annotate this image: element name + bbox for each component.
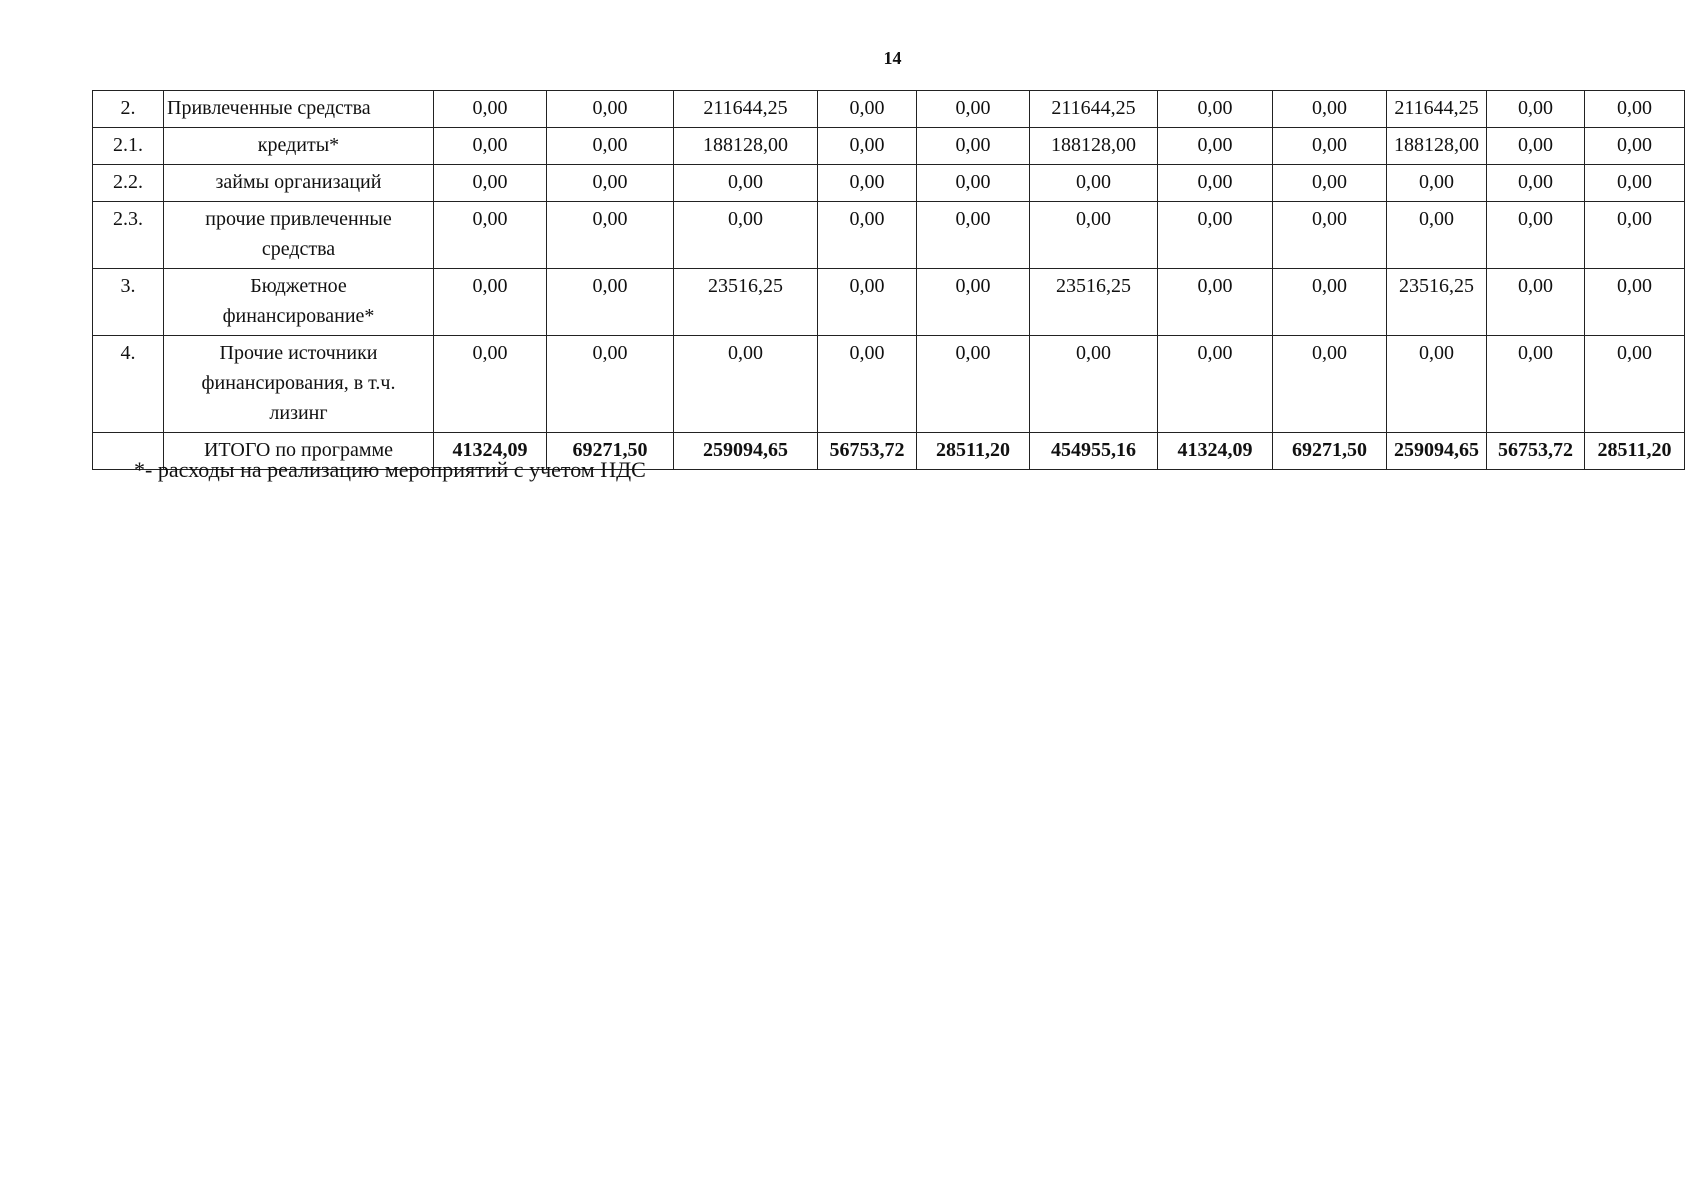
cell-value: 0,00 [1158,336,1273,433]
cell-value: 0,00 [434,269,547,336]
cell-value: 0,00 [547,269,674,336]
cell-value: 0,00 [1487,165,1585,202]
cell-value: 0,00 [818,202,917,269]
table-row [93,269,1685,336]
cell-value: 0,00 [1273,91,1387,128]
row-name-line: лизинг [269,402,328,424]
cell-value: 0,00 [1585,165,1685,202]
cell-value: 0,00 [818,269,917,336]
cell-value: 56753,72 [1487,433,1585,470]
cell-value: 0,00 [674,165,818,202]
cell-value: 0,00 [917,269,1030,336]
cell-value: 0,00 [434,336,547,433]
table-row [93,128,1685,165]
row-number: 4. [93,336,164,433]
cell-value: 0,00 [1585,336,1685,433]
cell-value: 0,00 [547,91,674,128]
row-number: 2.1. [93,128,164,165]
table-row [93,336,1685,433]
cell-value: 259094,65 [1387,433,1487,470]
cell-value: 0,00 [818,128,917,165]
cell-value: 0,00 [547,202,674,269]
cell-value: 0,00 [547,128,674,165]
cell-value: 0,00 [1273,269,1387,336]
row-name-line: Бюджетное [250,275,347,297]
cell-value: 0,00 [1585,202,1685,269]
cell-value: 0,00 [1487,269,1585,336]
cell-value: 0,00 [1387,165,1487,202]
cell-value: 0,00 [1487,336,1585,433]
cell-value: 0,00 [1030,165,1158,202]
cell-value: 23516,25 [1387,269,1487,336]
cell-value: 41324,09 [1158,433,1273,470]
page-number: 14 [883,48,902,68]
cell-value: 0,00 [818,91,917,128]
cell-value: 0,00 [434,202,547,269]
row-number: 2.3. [93,202,164,269]
cell-value: 0,00 [1387,336,1487,433]
cell-value: 0,00 [1273,202,1387,269]
row-name-line: прочие привлеченные [205,208,392,230]
cell-value: 56753,72 [818,433,917,470]
cell-value: 0,00 [917,91,1030,128]
row-name: займы организаций [164,165,434,202]
cell-value: 454955,16 [1030,433,1158,470]
cell-value: 0,00 [818,336,917,433]
row-name: кредиты* [164,128,434,165]
cell-value: 259094,65 [674,433,818,470]
cell-value: 0,00 [1158,269,1273,336]
row-name [164,269,434,336]
row-number: 2. [93,91,164,128]
cell-value: 69271,50 [547,433,674,470]
cell-value: 0,00 [434,91,547,128]
cell-value: 0,00 [1273,128,1387,165]
cell-value: 0,00 [674,202,818,269]
cell-value: 0,00 [1387,202,1487,269]
cell-value: 28511,20 [917,433,1030,470]
cell-value: 0,00 [917,202,1030,269]
cell-value: 211644,25 [1030,91,1158,128]
cell-value: 0,00 [674,336,818,433]
cell-value: 211644,25 [674,91,818,128]
cell-value: 0,00 [1585,91,1685,128]
cell-value: 188128,00 [1387,128,1487,165]
cell-value: 41324,09 [434,433,547,470]
cell-value: 28511,20 [1585,433,1685,470]
cell-value: 0,00 [1030,202,1158,269]
financing-table [92,90,1685,470]
cell-value: 188128,00 [674,128,818,165]
cell-value: 211644,25 [1387,91,1487,128]
row-name-line: средства [261,238,336,260]
row-name-line: Прочие источники [219,342,378,364]
row-name-line: финансирование* [222,305,375,327]
table-row [93,91,1685,128]
row-name [164,336,434,433]
cell-value: 0,00 [1585,269,1685,336]
cell-value: 0,00 [547,165,674,202]
table-row [93,202,1685,269]
table-row [93,165,1685,202]
cell-value: 0,00 [434,165,547,202]
cell-value: 0,00 [1273,165,1387,202]
cell-value: 0,00 [1158,91,1273,128]
cell-value: 0,00 [1487,202,1585,269]
row-name [164,202,434,269]
cell-value: 0,00 [818,165,917,202]
cell-value: 0,00 [917,128,1030,165]
row-number: 2.2. [93,165,164,202]
cell-value: 0,00 [1158,165,1273,202]
row-name-line: финансирования, в т.ч. [201,372,396,394]
footnote: *- расходы на реализацию мероприятий с учетом НДС [134,457,646,482]
row-name: ИТОГО по программе [164,433,434,470]
cell-value: 23516,25 [674,269,818,336]
cell-value: 0,00 [547,336,674,433]
cell-value: 0,00 [1273,336,1387,433]
cell-value: 0,00 [1585,128,1685,165]
cell-value: 0,00 [1158,128,1273,165]
cell-value: 0,00 [917,336,1030,433]
cell-value: 0,00 [917,165,1030,202]
cell-value: 0,00 [1158,202,1273,269]
cell-value: 0,00 [1030,336,1158,433]
cell-value: 0,00 [434,128,547,165]
cell-value: 69271,50 [1273,433,1387,470]
row-number: 3. [93,269,164,336]
cell-value: 23516,25 [1030,269,1158,336]
cell-value: 188128,00 [1030,128,1158,165]
row-name: Привлеченные средства [164,91,434,128]
cell-value: 0,00 [1487,91,1585,128]
cell-value: 0,00 [1487,128,1585,165]
